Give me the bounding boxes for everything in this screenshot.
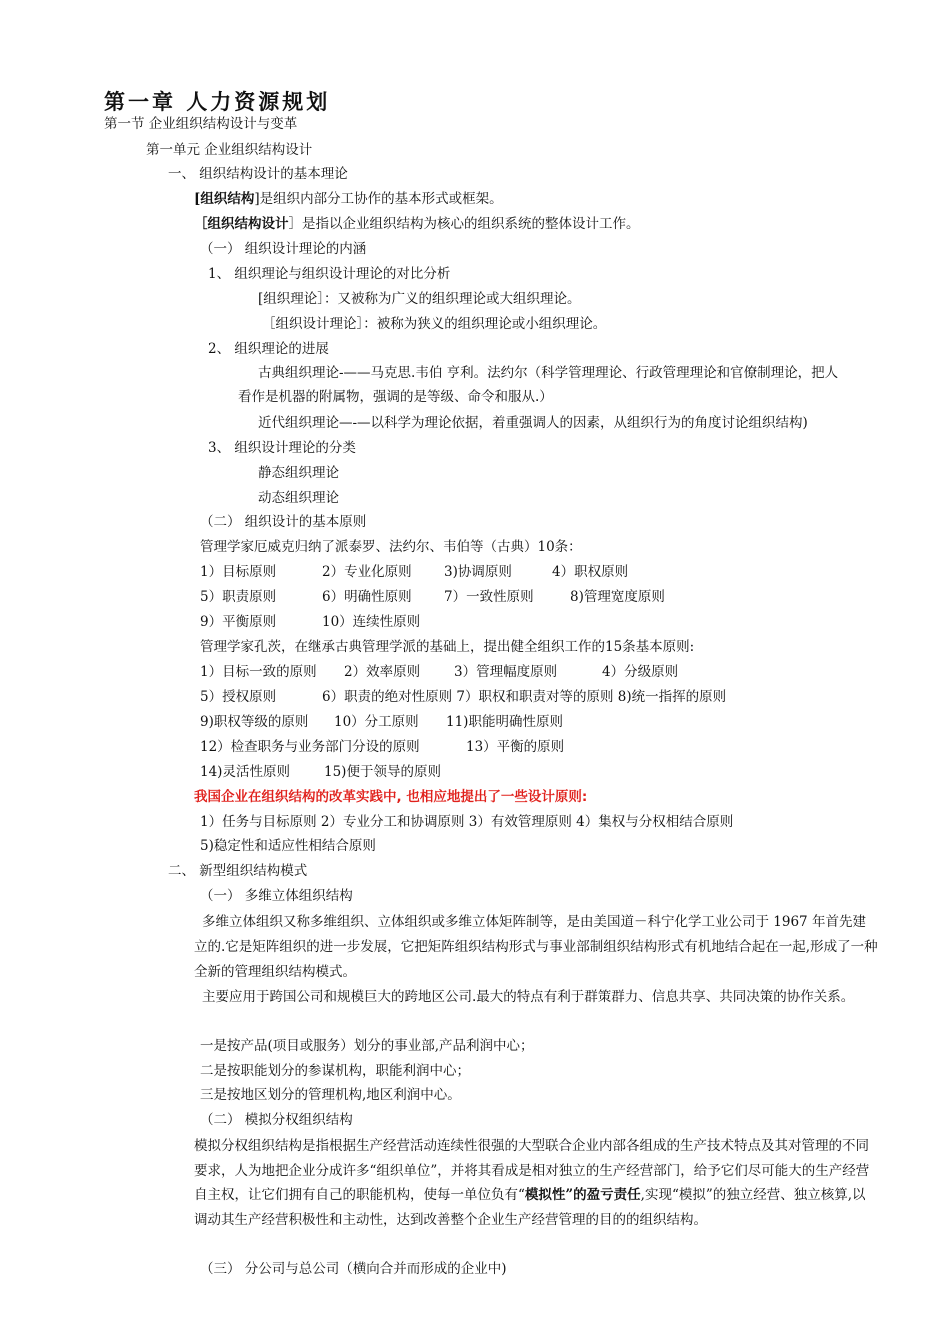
koontz-intro: 管理学家孔茨，在继承古典管理学派的基础上，提出健全组织工作的15条基本原则: bbox=[200, 639, 695, 655]
fayol-intro: 管理学家厄威克归纳了派泰罗、法约尔、韦伯等（古典）10条： bbox=[200, 539, 582, 555]
principle: 5）授权原则 bbox=[200, 689, 277, 705]
principle: 10）连续性原则 bbox=[322, 614, 421, 630]
principle: 15)便于领导的原则 bbox=[324, 764, 441, 780]
subheading-2: （二） 组织设计的基本原则 bbox=[200, 514, 367, 530]
part1-heading: 一、 组织结构设计的基本理论 bbox=[168, 166, 348, 182]
definition-term: [组织结构 bbox=[194, 191, 255, 207]
part2-subheading-3: （三） 分公司与总公司（横向合并而形成的企业中) bbox=[200, 1261, 507, 1277]
principle: 1）目标一致的原则 bbox=[200, 664, 317, 680]
principle: 3）管理幅度原则 bbox=[454, 664, 558, 680]
principle: 4）职权原则 bbox=[552, 564, 629, 580]
list-item-1: 一是按产品(项目或服务）划分的事业部,产品利润中心； bbox=[200, 1038, 534, 1054]
principle: 6）明确性原则 bbox=[322, 589, 412, 605]
item-2-a-line1: 古典组织理论-——马克思.韦伯 亨利。法约尔（科学管理理论、行政管理理论和官僚制理论，把人 bbox=[258, 365, 839, 381]
principle: 14)灵活性原则 bbox=[200, 764, 290, 780]
item-1-b: ［组织设计理论］：被称为狭义的组织理论或小组织理论。 bbox=[262, 316, 607, 332]
item-3: 3、 组织设计理论的分类 bbox=[208, 440, 356, 456]
definition-text: ］是指以企业组织结构为核心的组织系统的整体设计工作。 bbox=[288, 216, 640, 232]
paragraph-simulated-decentralization bbox=[194, 1134, 879, 1232]
subheading-text: （二） 模拟分权组织结构 bbox=[200, 1112, 353, 1128]
part2-subheading-2 bbox=[200, 1110, 353, 1130]
item-2-a-line2: 看作是机器的附属物，强调的是等级、命令和服从.） bbox=[238, 389, 553, 405]
list-item-2: 二是按职能划分的参谋机构，职能利润中心； bbox=[200, 1063, 470, 1079]
principle: 5）职责原则 bbox=[200, 589, 277, 605]
part2-heading: 二、 新型组织结构模式 bbox=[168, 863, 308, 879]
red-highlight-note: 我国企业在组织结构的改革实践中, 也相应地提出了一些设计原则: bbox=[194, 789, 588, 805]
item-2: 2、 组织理论的进展 bbox=[208, 341, 329, 357]
principle: 13）平衡的原则 bbox=[466, 739, 565, 755]
principle: 1）目标原则 bbox=[200, 564, 277, 580]
principle: 12）检查职务与业务部门分设的原则 bbox=[200, 739, 420, 755]
principle: 6）职责的绝对性原则 7）职权和职责对等的原则 8)统一指挥的原则 bbox=[322, 689, 727, 705]
principle: 2）专业化原则 bbox=[322, 564, 412, 580]
china-principles-row-2: 5)稳定性和适应性相结合原则 bbox=[200, 838, 376, 854]
unit-heading: 第一单元 企业组织结构设计 bbox=[146, 142, 313, 158]
subheading-1: （一） 组织设计理论的内涵 bbox=[200, 241, 367, 257]
item-3-b: 动态组织理论 bbox=[258, 490, 339, 506]
definition-org-structure bbox=[194, 189, 503, 209]
principle: 2）效率原则 bbox=[344, 664, 421, 680]
chapter-title: 第一章 人力资源规划 bbox=[104, 90, 331, 114]
paragraph-application: 主要应用于跨国公司和规模巨大的跨地区公司.最大的特点有利于群策群力、信息共享、共同决策的协作关系。 bbox=[202, 989, 855, 1005]
part2-subheading-1: （一） 多维立体组织结构 bbox=[200, 888, 353, 904]
paragraph-multidimensional: 多维立体组织又称多维组织、立体组织或多维立体矩阵制等，是由美国道－科宁化学工业公司于 1967 年首先建立的.它是矩阵组织的进一步发展，它把矩阵组织结构形式与事业部制组织结构形式有机地结合起在一起,形成了一种全新的管理组织结构模式。 bbox=[194, 914, 878, 980]
principle: 8)管理宽度原则 bbox=[570, 589, 665, 605]
principle: 9）平衡原则 bbox=[200, 614, 277, 630]
principle: 10）分工原则 bbox=[334, 714, 419, 730]
item-1-a: [组织理论］：又被称为广义的组织理论或大组织理论。 bbox=[258, 291, 581, 307]
paragraph-text: 模拟分权组织结构是指根据生产经营活动连续性很强的大型联合企业内部各组成的生产技术特点及其对管理的不同要求，人为地把企业分成许多“组织单位”，并将其看成是相对独立的生产经营部门，给予它们尽可能大的生产经营自主权，让它们拥有自己的职能机构，使每一单位负有“ bbox=[194, 1138, 870, 1203]
paragraph-text: ,实现“模拟”的独立经营、独立核算,以调动其生产经营积极性和主动性，达到改善整个企业生产经营管理的目的的组织结构。 bbox=[194, 1187, 866, 1228]
bold-phrase: 模拟性”的盈亏责任 bbox=[524, 1187, 641, 1203]
list-item-3: 三是按地区划分的管理机构,地区利润中心。 bbox=[200, 1087, 461, 1103]
definition-org-design bbox=[194, 214, 640, 234]
definition-text: ]是组织内部分工协作的基本形式或框架。 bbox=[254, 191, 503, 207]
item-3-a: 静态组织理论 bbox=[258, 465, 339, 481]
definition-term: ［组织结构设计 bbox=[194, 216, 289, 232]
item-2-b: 近代组织理论—-—以科学为理论依据，着重强调人的因素，从组织行为的角度讨论组织结构) bbox=[258, 415, 808, 431]
principle: 3)协调原则 bbox=[444, 564, 512, 580]
principle: 4）分级原则 bbox=[602, 664, 679, 680]
principle: 7）一致性原则 bbox=[444, 589, 534, 605]
principle: 9)职权等级的原则 bbox=[200, 714, 309, 730]
principle: 11)职能明确性原则 bbox=[446, 714, 563, 730]
section-heading: 第一节 企业组织结构设计与变革 bbox=[104, 116, 298, 132]
item-1: 1、 组织理论与组织设计理论的对比分析 bbox=[208, 266, 451, 282]
china-principles-row-1: 1）任务与目标原则 2）专业分工和协调原则 3）有效管理原则 4）集权与分权相结合原则 bbox=[200, 814, 734, 830]
